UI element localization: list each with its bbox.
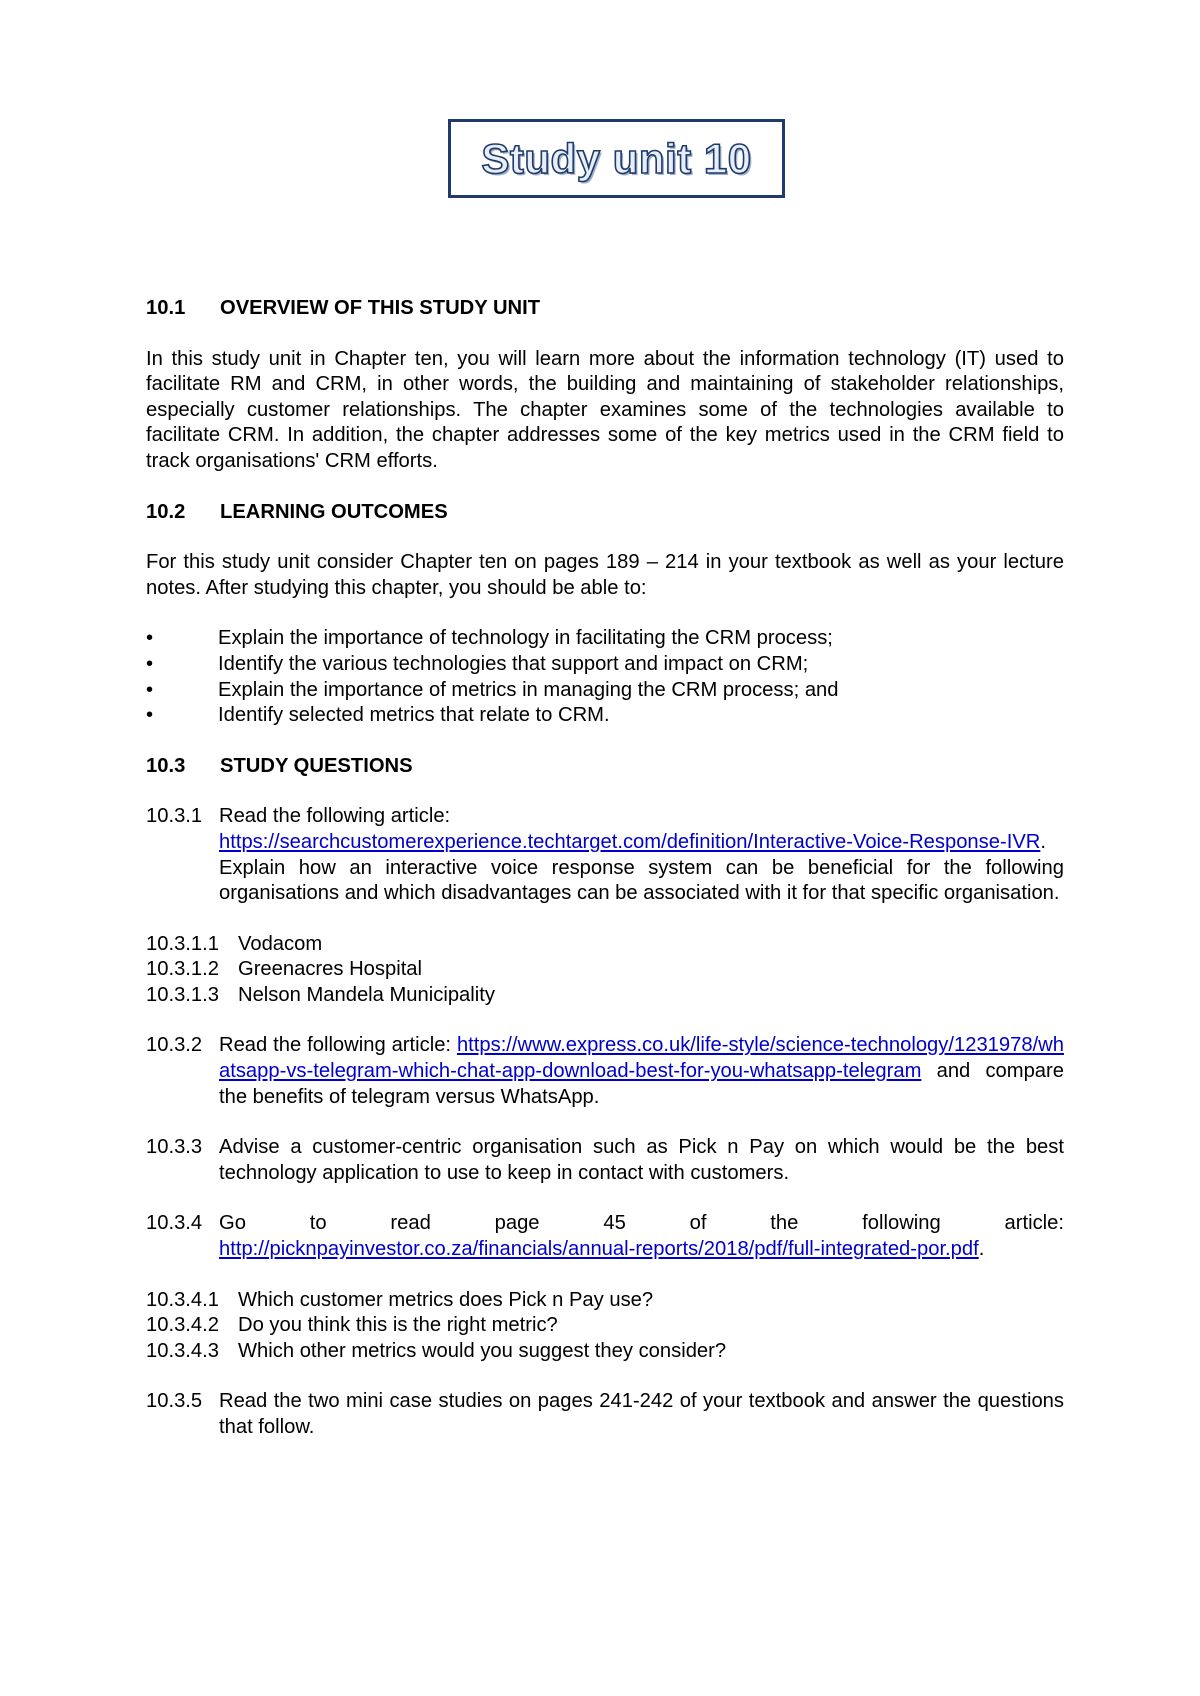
title-box — [448, 119, 785, 198]
section-heading-overview — [146, 296, 1064, 322]
picknpay-report-link[interactable]: http://picknpayinvestor.co.za/financials/annual-reports/2018/pdf/full-integrated-por.pdf — [219, 1238, 979, 1261]
sub-question: 10.3.4.1 Which customer metrics does Pick n Pay use? — [146, 1288, 654, 1311]
list-item: • Identify the various technologies that support and impact on CRM; — [146, 652, 1064, 678]
question-number: 10.3.2 — [146, 1034, 203, 1057]
sub-question: 10.3.4.3 Which other metrics would you suggest they consider? — [146, 1339, 727, 1362]
document-body — [146, 296, 1064, 1441]
sub-question: 10.3.1.2 Greenacres Hospital — [146, 958, 423, 981]
section-title: STUDY QUESTIONS — [220, 754, 413, 777]
question-10-3-2: 10.3.2 Read the following article: https://www.express.co.uk/life-style/science-technology/1231978/whatsapp-vs-telegram-which-chat-app-download-best-for-you-whatsapp-telegram and compare the benefits of telegram versus WhatsApp. — [146, 1033, 1064, 1110]
list-item: • Explain the importance of technology in facilitating the CRM process; — [146, 626, 1064, 652]
question-10-3-1: 10.3.1 Read the following article: https://searchcustomerexperience.techtarget.com/definition/Interactive-Voice-Response-IVR. Explain how an interactive voice response system can be beneficial for the following organisations and which disadvantages can be associated with it for that specific organisation. — [146, 804, 1064, 906]
list-item: • Explain the importance of metrics in managing the CRM process; and — [146, 678, 1064, 704]
question-number: 10.3.3 — [146, 1136, 203, 1159]
outcomes-paragraph: For this study unit consider Chapter ten on pages 189 – 214 in your textbook as well as your lecture notes. After studying this chapter, you should be able to: — [146, 551, 1064, 599]
section-heading-study-questions — [146, 754, 1064, 780]
sub-question: 10.3.4.2 Do you think this is the right metric? — [146, 1314, 558, 1337]
question-number: 10.3.5 — [146, 1390, 203, 1413]
question-number: 10.3.4 — [146, 1212, 203, 1235]
section-number: 10.3 — [146, 754, 186, 777]
ivr-article-link[interactable]: https://searchcustomerexperience.techtarget.com/definition/Interactive-Voice-Response-IVR — [219, 830, 1041, 853]
section-number: 10.1 — [146, 297, 186, 319]
question-10-3-5: 10.3.5 Read the two mini case studies on pages 241-242 of your textbook and answer the questions that follow. — [146, 1389, 1064, 1440]
bullet-icon: • — [146, 627, 154, 650]
section-number: 10.2 — [146, 500, 186, 523]
section-heading-outcomes — [146, 500, 1064, 526]
list-item: • Identify selected metrics that relate to CRM. — [146, 703, 1064, 729]
sub-question: 10.3.1.3 Nelson Mandela Municipality — [146, 983, 495, 1006]
outcomes-list — [146, 626, 1064, 728]
question-number: 10.3.1 — [146, 805, 203, 828]
question-10-3-4: 10.3.4 Go to read page 45 of the following article: http://picknpayinvestor.co.za/financials/annual-reports/2018/pdf/full-integrated-por.pdf. — [146, 1211, 1064, 1262]
question-10-3-3: 10.3.3 Advise a customer-centric organisation such as Pick n Pay on which would be the best technology application to use to keep in contact with customers. — [146, 1135, 1064, 1186]
page-title: Study unit 10 — [481, 134, 752, 182]
section-title: LEARNING OUTCOMES — [220, 500, 448, 523]
overview-paragraph: In this study unit in Chapter ten, you will learn more about the information technology (IT) used to facilitate RM and CRM, in other words, the building and maintaining of stakeholder relationships, especially customer relationships. The chapter examines some of the technologies available to facilitate CRM. In addition, the chapter addresses some of the key metrics used in the CRM field to track organisations' CRM efforts. — [146, 347, 1064, 472]
bullet-icon: • — [146, 678, 154, 701]
section-title: OVERVIEW OF THIS STUDY UNIT — [220, 297, 541, 319]
sub-question: 10.3.1.1 Vodacom — [146, 932, 323, 955]
bullet-icon: • — [146, 704, 154, 727]
bullet-icon: • — [146, 652, 154, 675]
express-article-link[interactable]: https://www.express.co.uk/life-style/science-technology/1231978/whatsapp-vs-telegram-which-chat-app-download-best-for-you-whatsapp-telegram — [219, 1034, 1064, 1083]
